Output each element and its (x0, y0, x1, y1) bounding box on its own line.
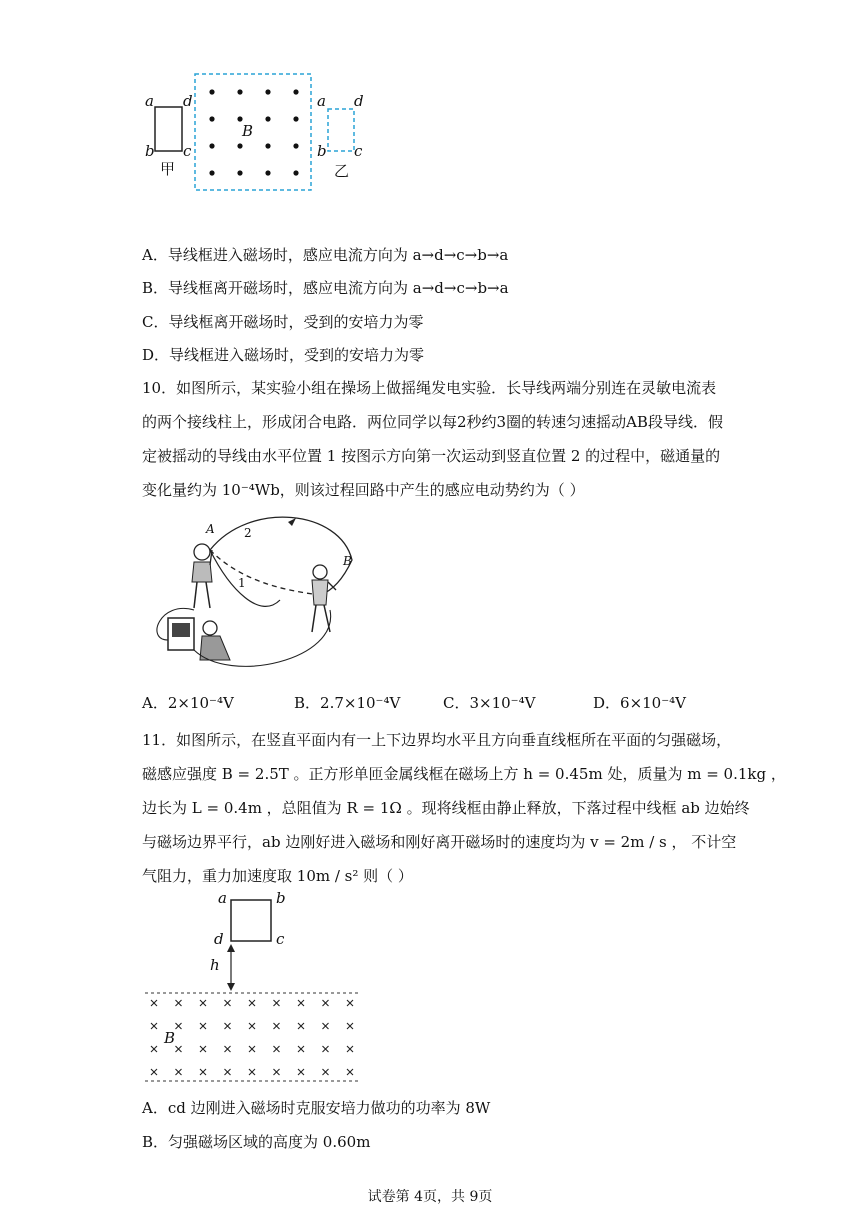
field-cross (298, 1023, 304, 1029)
field-cross (176, 1000, 182, 1006)
field-dot (237, 89, 242, 94)
field-dot (293, 116, 298, 121)
square-label-a: a (218, 889, 227, 907)
q11-line-2: 磁感应强度 B = 2.5T 。正方形单匝金属线框在磁场上方 h = 0.45m 处，质量为 m = 0.1kg ， (142, 765, 786, 783)
field-cross (200, 1023, 206, 1029)
q11-line-4: 与磁场边界平行，ab 边刚好进入磁场和刚好离开磁场时的速度均为 v = 2m / s ， 不计空 (142, 833, 737, 851)
q10-option-d: D．6×10⁻⁴V (593, 694, 686, 712)
square-label-d: d (214, 930, 224, 948)
jia-label-d: d (183, 92, 193, 110)
q10-line-2: 的两个接线柱上，形成闭合电路．两位同学以每2秒约3圈的转速匀速摇动AB段导线．假 (142, 413, 723, 431)
field-dot (265, 116, 270, 121)
field-cross (347, 1069, 353, 1075)
figure-rope-generator (140, 510, 370, 680)
field-cross (274, 1000, 280, 1006)
field-dot (209, 116, 214, 121)
field-dot (293, 89, 298, 94)
q9-option-d: D．导线框进入磁场时，受到的安培力为零 (142, 346, 425, 364)
field-cross (274, 1023, 280, 1029)
q11-option-a: A．cd 边刚进入磁场时克服安培力做功的功率为 8W (142, 1099, 491, 1117)
field-cross (151, 1000, 157, 1006)
field-cross (298, 1069, 304, 1075)
field-cross (151, 1023, 157, 1029)
field-cross (323, 1069, 329, 1075)
field-cross (200, 1000, 206, 1006)
field-cross (323, 1000, 329, 1006)
rope-generator-svg (140, 510, 370, 680)
field-cross (249, 1000, 255, 1006)
field-cross (176, 1069, 182, 1075)
field-dot (237, 143, 242, 148)
field-dot (265, 170, 270, 175)
jia-name: 甲 (160, 160, 176, 178)
q9-option-a: A．导线框进入磁场时，感应电流方向为 a→d→c→b→a (142, 246, 509, 264)
field-cross (249, 1046, 255, 1052)
field-cross (298, 1046, 304, 1052)
yi-label-b: b (317, 142, 327, 160)
field-cross (225, 1046, 231, 1052)
height-label-h: h (210, 956, 220, 974)
q10-line-1: 10．如图所示，某实验小组在操场上做摇绳发电实验．长导线两端分别连在灵敏电流表 (142, 379, 717, 397)
square-label-b: b (276, 889, 286, 907)
q10-option-b: B．2.7×10⁻⁴V (294, 694, 401, 712)
field-cross (274, 1069, 280, 1075)
field-cross (347, 1023, 353, 1029)
field-dot (293, 170, 298, 175)
field-cross (200, 1046, 206, 1052)
field-label-b-2: B (164, 1029, 176, 1047)
field-dot (237, 170, 242, 175)
field-dot (293, 143, 298, 148)
figure-frames-field (140, 70, 380, 200)
rope-label-1: 1 (238, 576, 246, 590)
q10-line-3: 定被摇动的导线由水平位置 1 按图示方向第一次运动到竖直位置 2 的过程中，磁通量的 (142, 447, 721, 465)
q10-option-a: A．2×10⁻⁴V (142, 694, 234, 712)
field-dots (209, 89, 298, 175)
field-dot (209, 89, 214, 94)
page-footer: 试卷第 4页，共 9页 (367, 1189, 493, 1205)
q11-option-b: B．匀强磁场区域的高度为 0.60m (142, 1133, 371, 1151)
frame-jia (155, 107, 182, 151)
rope-label-b: B (343, 554, 352, 568)
q9-option-c: C．导线框离开磁场时，受到的安培力为零 (142, 313, 424, 331)
field-cross (249, 1069, 255, 1075)
field-dot (265, 89, 270, 94)
field-cross (225, 1023, 231, 1029)
rope-label-a: A (206, 522, 215, 536)
field-label-b: B (242, 122, 254, 140)
field-dot (237, 116, 242, 121)
q11-line-1: 11．如图所示，在竖直平面内有一上下边界均水平且方向垂直线框所在平面的匀强磁场， (142, 731, 732, 749)
jia-label-b: b (145, 142, 155, 160)
square-frame-svg (140, 888, 370, 1088)
frame-yi (328, 109, 354, 151)
rope-label-2: 2 (244, 526, 252, 540)
field-dot (209, 170, 214, 175)
q10-option-c: C．3×10⁻⁴V (443, 694, 536, 712)
field-cross (249, 1023, 255, 1029)
yi-label-d: d (354, 92, 364, 110)
square-frame (231, 900, 271, 941)
field-cross (347, 1000, 353, 1006)
field-cross (176, 1046, 182, 1052)
yi-name: 乙 (334, 162, 350, 180)
field-cross (151, 1069, 157, 1075)
jia-label-a: a (145, 92, 154, 110)
field-cross (323, 1046, 329, 1052)
square-label-c: c (276, 930, 285, 948)
field-cross (176, 1023, 182, 1029)
yi-label-c: c (354, 142, 363, 160)
field-cross (323, 1023, 329, 1029)
field-cross (200, 1069, 206, 1075)
q10-line-4: 变化量约为 10⁻⁴Wb，则该过程回路中产生的感应电动势约为（ ） (142, 481, 585, 499)
field-cross (225, 1000, 231, 1006)
field-cross (298, 1000, 304, 1006)
yi-label-a: a (317, 92, 326, 110)
field-dot (209, 143, 214, 148)
figure-square-frame-field (140, 888, 370, 1088)
q11-line-3: 边长为 L = 0.4m ，总阻值为 R = 1Ω 。现将线框由静止释放，下落过程中线框 ab 边始终 (142, 799, 750, 817)
q9-option-b: B．导线框离开磁场时，感应电流方向为 a→d→c→b→a (142, 279, 509, 297)
field-cross (225, 1069, 231, 1075)
field-cross (347, 1046, 353, 1052)
field-cross (151, 1046, 157, 1052)
field-crosses (151, 1000, 353, 1075)
field-cross (274, 1046, 280, 1052)
field-dot (265, 143, 270, 148)
q11-line-5: 气阻力，重力加速度取 10m / s² 则（ ） (142, 867, 413, 885)
jia-label-c: c (183, 142, 192, 160)
